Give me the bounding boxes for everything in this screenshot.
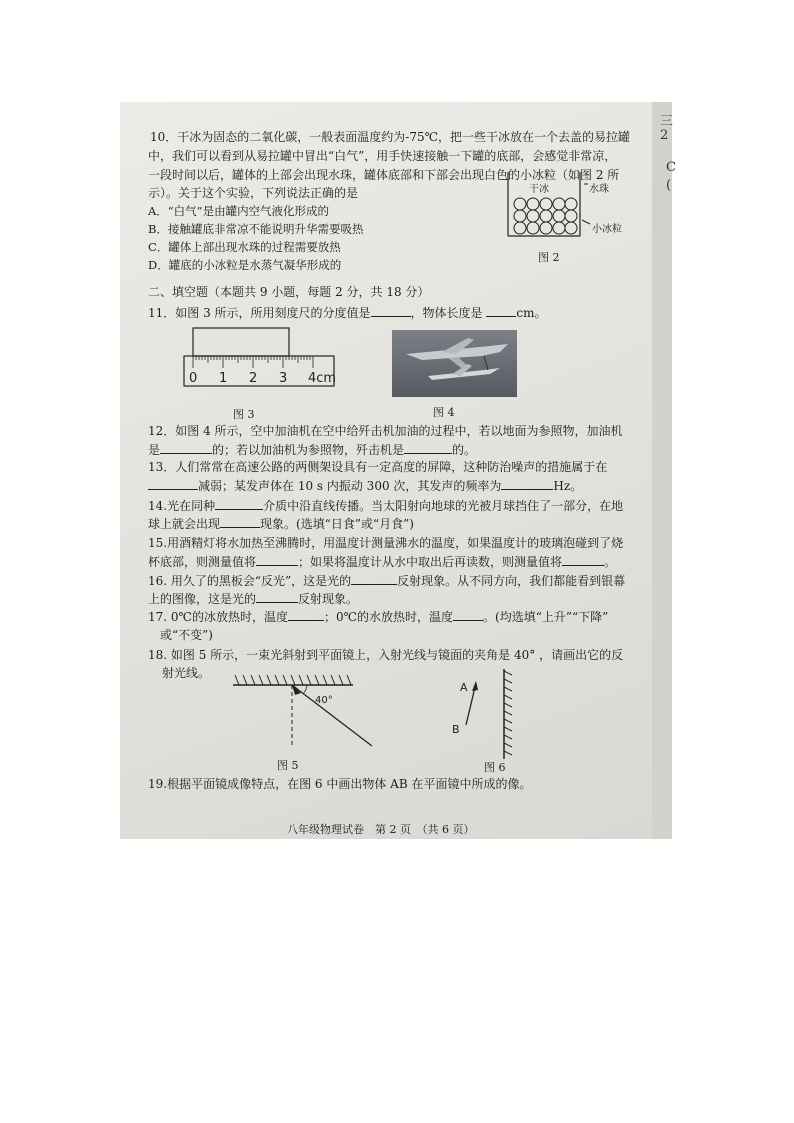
q17-line2: 或“不变”) [160, 628, 213, 642]
figure-2-can [500, 170, 650, 270]
edge-char-2: 2 [660, 128, 669, 143]
figure-2-dry-ice-label: 干冰 [529, 184, 549, 195]
q12-blank-2[interactable] [404, 441, 452, 454]
q16-blank-2[interactable] [256, 590, 298, 603]
q10-line3: 一段时间以后，罐体的上部会出现水珠，罐体底部和下部会出现白色的小冰粒（如图 2 所 [148, 168, 620, 182]
q15-part-c: ；如果将温度计从水中取出后再读数，则测量值将 [298, 555, 563, 569]
figure-5-mirror [225, 673, 385, 753]
q15-part-b: 杯底部，则测量值将 [148, 555, 257, 569]
q14-part-a: 14.光在同种 [148, 499, 216, 513]
q12-line1: 12．如图 4 所示，空中加油机在空中给歼击机加油的过程中，若以地面为参照物，加油机 [148, 424, 623, 438]
q14-part-b: 介质中沿直线传播。当太阳射向地球的光被月球挡住了一部分，在地 [263, 499, 624, 513]
q11-blank-1[interactable] [371, 304, 411, 317]
figure-5-caption: 图 5 [277, 759, 299, 772]
q13-line1: 13．人们常常在高速公路的两侧架设具有一定高度的屏障，这种防治噪声的措施属于在 [148, 460, 608, 474]
q16-part-b: 反射现象。从不同方向，我们都能看到银幕 [397, 574, 626, 588]
figure-6-mirror [440, 665, 520, 765]
q13-blank-1[interactable] [148, 477, 198, 490]
figure-5-angle-label: 40° [315, 695, 333, 706]
q10-option-b: B．接触罐底非常凉不能说明升华需要吸热 [148, 222, 364, 236]
q12-blank-1[interactable] [160, 441, 212, 454]
figure-6-label-a: A [460, 681, 468, 694]
figure-2-water-label: 水珠 [589, 184, 609, 195]
q14-blank-1[interactable] [215, 497, 263, 510]
q17-part-c: 。(均选填“上升”“下降” [483, 610, 609, 624]
figure-6-label-b: B [452, 723, 460, 736]
figure-4-caption: 图 4 [433, 406, 455, 419]
q11-part-b: ，物体长度是 [410, 306, 483, 320]
q12-part-c: 的；若以加油机为参照物，歼击机是 [212, 443, 405, 457]
edge-char-3: C [666, 160, 676, 175]
q17-part-a: 17. 0℃的冰放热时，温度 [148, 610, 288, 624]
q10-line2: 中，我们可以看到从易拉罐中冒出“白气”，用手快速接触一下罐的底部，会感觉非常凉， [148, 149, 617, 163]
ruler-tick-2: 2 [249, 371, 258, 386]
q12-line2 [148, 441, 476, 458]
q11-part-c: cm。 [516, 306, 547, 320]
figure-2-ice-label: 小冰粒 [592, 224, 622, 235]
q10-option-c: C．罐体上部出现水珠的过程需要放热 [148, 240, 341, 254]
q15-part-d: 。 [604, 555, 617, 569]
edge-char-4: ( [666, 178, 672, 193]
page-footer: 八年级物理试卷 第 2 页 （共 6 页） [287, 823, 475, 836]
q16-part-d: 反射现象。 [298, 592, 359, 606]
q10-line1: 10．干冰为固态的二氧化碳，一般表面温度约为-75℃，把一些干冰放在一个去盖的易拉罐 [150, 130, 631, 144]
q12-part-d: 的。 [452, 443, 477, 457]
q11-part-a: 11．如图 3 所示，所用刻度尺的分度值是 [148, 306, 371, 320]
q14-blank-2[interactable] [220, 515, 260, 528]
q17-blank-2[interactable] [453, 608, 483, 621]
q10-line4: 示）。关于这个实验，下列说法正确的是 [148, 186, 359, 200]
section-2-heading: 二、填空题（本题共 9 小题，每题 2 分，共 18 分） [148, 285, 430, 299]
q14-part-c: 球上就会出现 [148, 517, 221, 531]
q14-line1 [148, 497, 623, 514]
q11-text [148, 304, 547, 321]
figure-3-caption: 图 3 [233, 408, 255, 421]
q19-text: 19.根据平面镜成像特点，在图 6 中画出物体 AB 在平面镜中所成的像。 [148, 777, 532, 791]
q13-blank-2[interactable] [501, 477, 553, 490]
figure-3-ruler [180, 322, 350, 392]
q10-option-d: D．罐底的小冰粒是水蒸气凝华形成的 [148, 258, 342, 272]
q16-part-c: 上的图像，这是光的 [148, 592, 257, 606]
q10-option-a: A．“白气”是由罐内空气液化形成的 [148, 204, 330, 218]
ruler-tick-3: 3 [279, 371, 288, 386]
q18-line1: 18. 如图 5 所示，一束光斜射到平面镜上，入射光线与镜面的夹角是 40° ，请画出它的反 [148, 648, 624, 662]
q13-line2 [148, 477, 582, 494]
q16-blank-1[interactable] [351, 572, 397, 585]
q17-blank-1[interactable] [288, 608, 324, 621]
q14-line2 [148, 515, 414, 532]
q15-line2 [148, 553, 616, 570]
q16-line1 [148, 572, 625, 589]
figure-4-refueling-photo [392, 330, 517, 397]
ruler-tick-1: 1 [219, 371, 228, 386]
q15-blank-2[interactable] [562, 553, 604, 566]
ruler-tick-0: 0 [189, 371, 198, 386]
edge-char-1: 三 [660, 114, 674, 129]
q17-line1 [148, 608, 608, 625]
q18-line2: 射光线。 [162, 666, 211, 680]
q13-part-c: Hz。 [553, 479, 583, 493]
figure-6-caption: 图 6 [484, 761, 506, 774]
q11-blank-2[interactable] [486, 304, 516, 317]
ruler-tick-4: 4cm [308, 371, 337, 386]
q17-part-b: ；0℃的水放热时，温度 [323, 610, 454, 624]
q12-part-b: 是 [148, 443, 161, 457]
q13-part-b: 减弱；某发声体在 10 s 内振动 300 次，其发声的频率为 [198, 479, 502, 493]
figure-2-caption: 图 2 [538, 251, 560, 264]
q15-line1: 15.用酒精灯将水加热至沸腾时，用温度计测量沸水的温度，如果温度计的玻璃泡碰到了烧 [148, 536, 624, 550]
q16-part-a: 16. 用久了的黑板会“反光”，这是光的 [148, 574, 352, 588]
next-page-edge [652, 102, 672, 839]
q15-blank-1[interactable] [256, 553, 298, 566]
q16-line2 [148, 590, 358, 607]
q14-part-d: 现象。(选填“日食”或“月食”) [260, 517, 414, 531]
